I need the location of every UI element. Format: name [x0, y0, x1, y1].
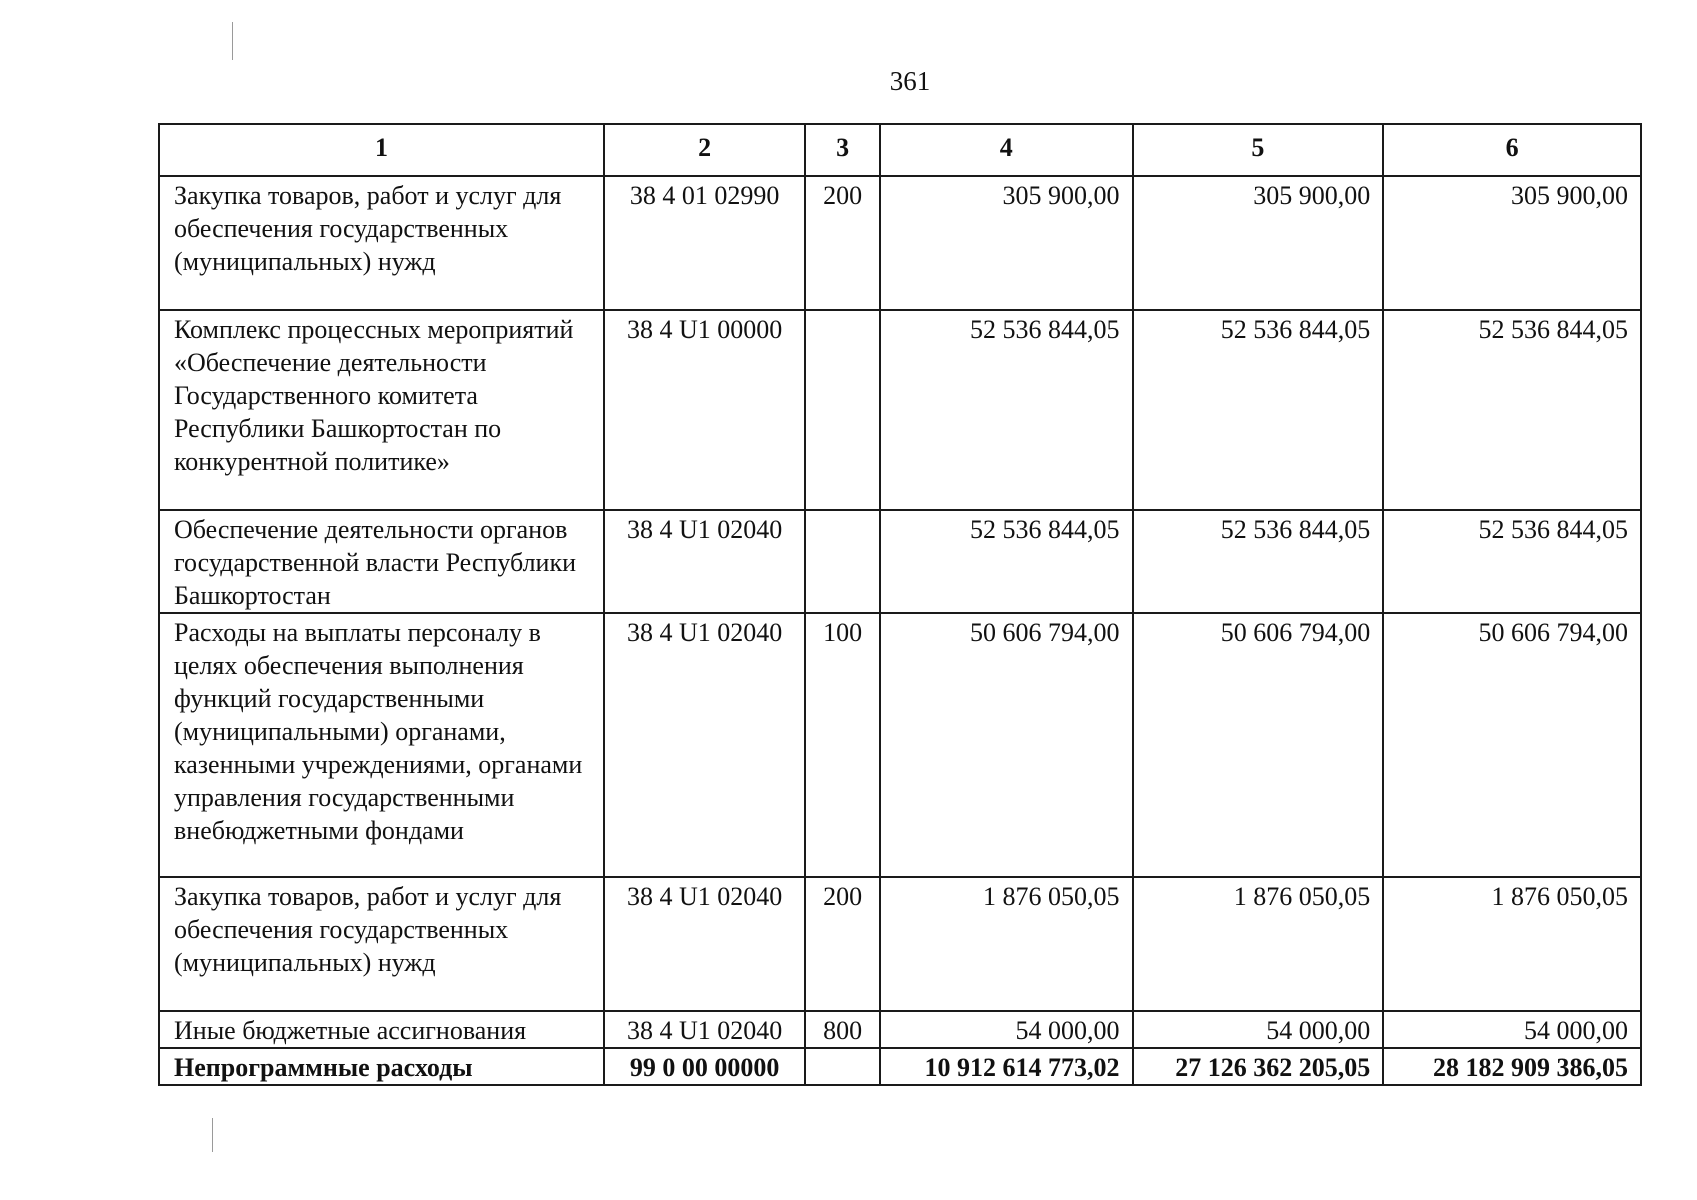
- row-expense-type: [805, 1048, 880, 1085]
- row-amount-5: 54 000,00: [1133, 1011, 1384, 1048]
- row-amount-4: 54 000,00: [880, 1011, 1133, 1048]
- row-name: Расходы на выплаты персоналу в целях обеспечения выполнения функций государственными (муниципальными) органами, казенными учреждениями, органами управления государственными внебюджетными фондами: [159, 613, 604, 877]
- row-amount-6: 1 876 050,05: [1383, 877, 1641, 1011]
- row-amount-4: 52 536 844,05: [880, 510, 1133, 613]
- row-amount-5: 52 536 844,05: [1133, 510, 1384, 613]
- row-amount-5: 27 126 362 205,05: [1133, 1048, 1384, 1085]
- row-name: Непрограммные расходы: [159, 1048, 604, 1085]
- table-row: [159, 877, 1641, 1011]
- row-amount-4: 10 912 614 773,02: [880, 1048, 1133, 1085]
- table-row: [159, 310, 1641, 510]
- row-expense-type: 800: [805, 1011, 880, 1048]
- total-row: [159, 1048, 1641, 1085]
- row-code: 99 0 00 00000: [604, 1048, 805, 1085]
- column-header-1: 1: [159, 124, 604, 176]
- row-amount-4: 305 900,00: [880, 176, 1133, 310]
- scan-artifact: [212, 1118, 213, 1152]
- row-expense-type: 100: [805, 613, 880, 877]
- row-expense-type: [805, 510, 880, 613]
- row-amount-5: 1 876 050,05: [1133, 877, 1384, 1011]
- column-header-6: 6: [1383, 124, 1641, 176]
- row-name: Закупка товаров, работ и услуг для обеспечения государственных (муниципальных) нужд: [159, 877, 604, 1011]
- row-name: Иные бюджетные ассигнования: [159, 1011, 604, 1048]
- row-amount-6: 54 000,00: [1383, 1011, 1641, 1048]
- table-row: [159, 613, 1641, 877]
- budget-table: [158, 123, 1642, 1086]
- row-amount-4: 1 876 050,05: [880, 877, 1133, 1011]
- row-amount-5: 305 900,00: [1133, 176, 1384, 310]
- row-amount-4: 50 606 794,00: [880, 613, 1133, 877]
- scan-artifact: [232, 22, 233, 60]
- row-name: Закупка товаров, работ и услуг для обеспечения государственных (муниципальных) нужд: [159, 176, 604, 310]
- table-row: [159, 176, 1641, 310]
- table-row: [159, 510, 1641, 613]
- row-expense-type: 200: [805, 877, 880, 1011]
- row-amount-6: 52 536 844,05: [1383, 510, 1641, 613]
- row-amount-6: 305 900,00: [1383, 176, 1641, 310]
- row-amount-6: 50 606 794,00: [1383, 613, 1641, 877]
- column-header-3: 3: [805, 124, 880, 176]
- row-expense-type: [805, 310, 880, 510]
- row-amount-4: 52 536 844,05: [880, 310, 1133, 510]
- row-amount-6: 28 182 909 386,05: [1383, 1048, 1641, 1085]
- row-code: 38 4 U1 02040: [604, 510, 805, 613]
- row-amount-5: 50 606 794,00: [1133, 613, 1384, 877]
- column-header-2: 2: [604, 124, 805, 176]
- column-header-5: 5: [1133, 124, 1384, 176]
- row-code: 38 4 U1 00000: [604, 310, 805, 510]
- page-number: 361: [889, 66, 931, 96]
- row-name: Комплекс процессных мероприятий «Обеспечение деятельности Государственного комитета Республики Башкортостан по конкурентной политике»: [159, 310, 604, 510]
- row-code: 38 4 01 02990: [604, 176, 805, 310]
- row-amount-6: 52 536 844,05: [1383, 310, 1641, 510]
- column-header-4: 4: [880, 124, 1133, 176]
- row-code: 38 4 U1 02040: [604, 877, 805, 1011]
- row-code: 38 4 U1 02040: [604, 1011, 805, 1048]
- table-row: [159, 1011, 1641, 1048]
- row-name: Обеспечение деятельности органов государственной власти Республики Башкортостан: [159, 510, 604, 613]
- row-expense-type: 200: [805, 176, 880, 310]
- row-code: 38 4 U1 02040: [604, 613, 805, 877]
- row-amount-5: 52 536 844,05: [1133, 310, 1384, 510]
- header-row: [159, 124, 1641, 176]
